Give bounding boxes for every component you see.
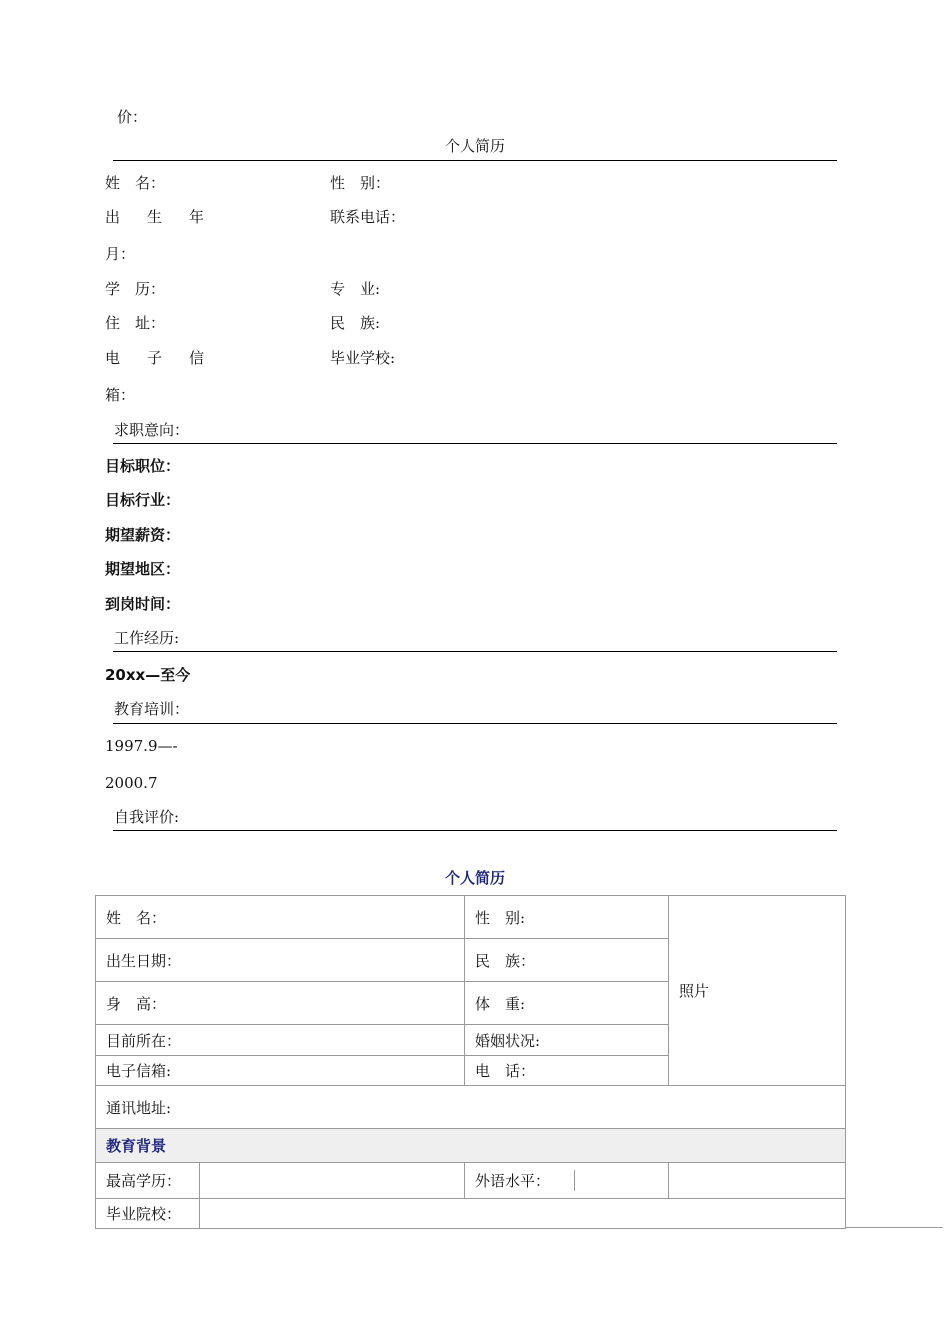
photo-cell[interactable]: 照片 [669,896,846,1086]
label-graduated-school: 毕业院校： [96,1199,200,1229]
work-period: 20xx—至今 [105,666,191,684]
input-foreign-language-ext[interactable] [669,1163,846,1199]
title-divider [113,160,837,161]
field-email-line2: 箱： [105,386,136,404]
edu-period-start: 1997.9—- [105,737,178,755]
field-name: 姓 名： [105,174,166,192]
cell-gender[interactable]: 性 别: [465,896,669,939]
cell-birthdate[interactable]: 出生日期： [96,939,465,982]
field-phone: 联系电话： [330,208,406,226]
job-divider [113,443,837,444]
cell-current-location[interactable]: 目前所在： [96,1025,465,1056]
resume-table [95,895,846,1229]
resume-title-2: 个人简历 [444,869,505,887]
job-intention-heading: 求职意向： [114,421,190,439]
cell-height[interactable]: 身 高： [96,982,465,1025]
cell-weight[interactable]: 体 重: [465,982,669,1025]
field-major: 专 业: [330,280,381,298]
education-section-header: 教育背景 [96,1129,846,1163]
field-ethnicity: 民 族: [330,314,381,332]
resume-title-1: 个人简历 [444,137,505,155]
self-eval-divider [113,830,837,831]
field-address: 住 址： [105,314,166,332]
input-highest-degree[interactable] [200,1163,465,1199]
edu-divider [113,723,837,724]
edu-period-end: 2000.7 [105,774,158,792]
cell-name[interactable]: 姓 名： [96,896,465,939]
input-foreign-language[interactable] [575,1170,668,1191]
table-edge-line [845,1227,943,1228]
cell-marital-status[interactable]: 婚姻状况: [465,1025,669,1056]
work-heading: 工作经历: [114,629,180,647]
foreign-language-text: 外语水平： [465,1170,575,1191]
field-birth-line1: 出 生 年 [105,208,211,226]
cell-phone[interactable]: 电 话： [465,1056,669,1086]
field-gender: 性 别： [330,174,391,192]
field-email-line1: 电 子 信 [105,349,211,367]
cell-email[interactable]: 电子信箱: [96,1056,465,1086]
label-highest-degree: 最高学历： [96,1163,200,1199]
job-start-time: 到岗时间： [105,595,181,613]
job-expected-salary: 期望薪资： [105,526,181,544]
self-eval-heading: 自我评价: [114,808,180,826]
field-education: 学 历： [105,280,166,298]
job-target-industry: 目标行业： [105,491,181,509]
job-expected-region: 期望地区： [105,560,181,578]
label-foreign-language [465,1163,669,1199]
field-school: 毕业学校: [330,349,396,367]
cell-mailing-address[interactable]: 通讯地址: [96,1086,846,1129]
edu-heading: 教育培训： [114,700,190,718]
work-divider [113,651,837,652]
top-fragment-label: 价： [117,108,148,126]
cell-ethnicity[interactable]: 民 族： [465,939,669,982]
job-target-position: 目标职位： [105,457,181,475]
field-birth-line2: 月： [105,245,136,263]
input-graduated-school[interactable] [200,1199,846,1229]
